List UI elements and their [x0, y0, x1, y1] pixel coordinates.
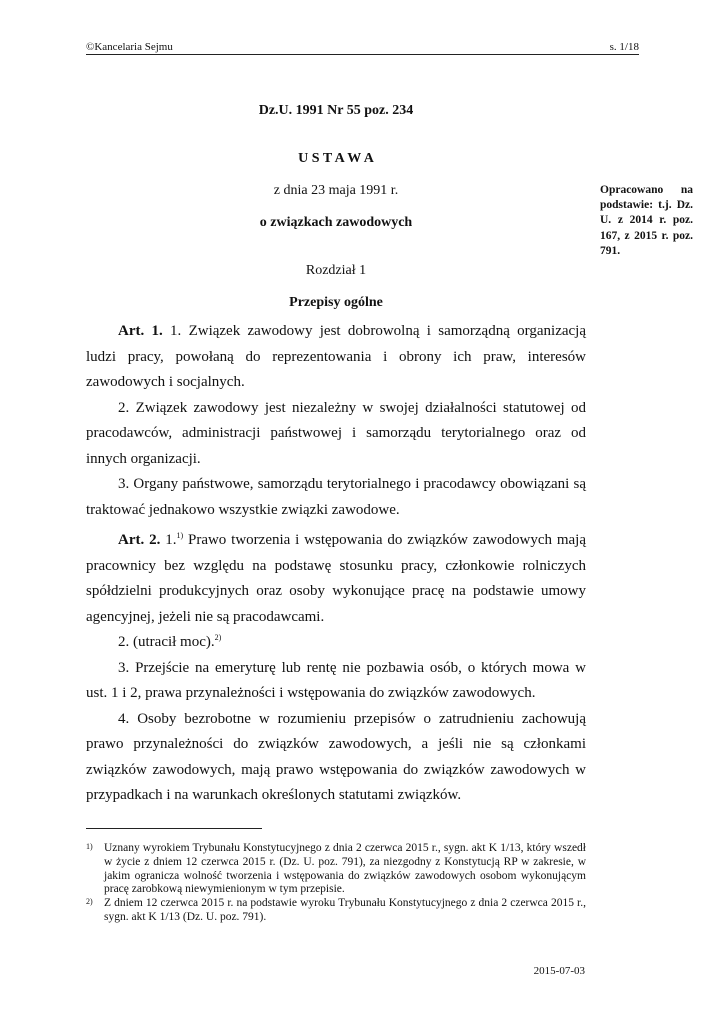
- art2-para4: 4. Osoby bezrobotne w rozumieniu przepisów o zatrudnieniu zachowują prawo przynależności do związków zawodowych, a jeśli nie są członkami związków zawodowych, mają prawo wstępowania do związków zawodowych w przypadkach i na warunkach określonych statutami związków.: [86, 710, 586, 803]
- footnote-number: 1): [86, 842, 93, 851]
- art2-para2: [86, 630, 586, 656]
- art2-para1-number: 1.: [165, 532, 177, 548]
- art2-para1: [86, 528, 586, 630]
- art2-para1-text: Prawo tworzenia i wstępowania do związków zawodowych mają pracownicy bez względu na podstawę stosunku pracy, członkowie rolniczych spółdzielni produkcyjnych oraz osoby wykonujące pracę na podstawie umowy agencyjnej, jeżeli nie są pracodawcami.: [86, 532, 586, 625]
- page-header: [86, 40, 639, 55]
- act-date: z dnia 23 maja 1991 r.: [273, 183, 399, 198]
- art2-para3: 3. Przejście na emeryturę lub rentę nie pozbawia osób, o których mowa w ust. 1 i 2, prawa przynależności i wstępowania do związków zawodowych.: [86, 659, 586, 701]
- footnote-text: Z dniem 12 czerwca 2015 r. na podstawie wyroku Trybunału Konstytucyjnego z dnia 2 czerwca 2015 r., sygn. akt K 1/13 (Dz. U. poz. 791).: [104, 897, 586, 923]
- page-number: s. 1/18: [609, 41, 639, 53]
- footnote-1: [86, 842, 586, 897]
- document-body: [86, 319, 586, 809]
- art2-label: Art. 2.: [118, 532, 161, 548]
- footnote-ref-2: 2): [214, 633, 222, 642]
- act-type-heading: U S T A W A: [298, 151, 374, 166]
- footnote-number: 2): [86, 897, 93, 907]
- footnote-2: [86, 897, 586, 925]
- art1-para1-text: 1. Związek zawodowy jest dobrowolną i samorządną organizacją ludzi pracy, powołaną do reprezentowania i obrony ich praw, interesów zawodowych i socjalnych.: [86, 323, 586, 390]
- footer-date: 2015-07-03: [533, 965, 585, 977]
- journal-reference: Dz.U. 1991 Nr 55 poz. 234: [258, 103, 414, 118]
- art2-para2-text: 2. (utracił moc).: [118, 634, 215, 650]
- art1-para3: 3. Organy państwowe, samorządu terytorialnego i pracodawcy obowiązani są traktować jednakowo wszystkie związki zawodowe.: [86, 476, 586, 518]
- art1-para1: [86, 319, 586, 396]
- footnote-ref-1: 1): [176, 531, 184, 540]
- art1-label: Art. 1.: [118, 323, 163, 339]
- footnote-text: Uznany wyrokiem Trybunału Konstytucyjnego z dnia 2 czerwca 2015 r., sygn. akt K 1/13, który wszedł w życie z dniem 12 czerwca 2015 r. (Dz. U. poz. 791), za niezgodny z Konstytucją RP w zakresie, w jakim ogranicza wolność tworzenia i wstępowania do związków zawodowych osobom wykonującym pracę zarobkową niewymienionym w tym przepisie.: [104, 842, 586, 896]
- publisher-label: ©Kancelaria Sejmu: [86, 41, 173, 53]
- footnote-separator: [86, 828, 262, 829]
- chapter-title: Przepisy ogólne: [289, 295, 383, 310]
- footnotes: [86, 842, 586, 925]
- art1-para2: 2. Związek zawodowy jest niezależny w swojej działalności statutowej od pracodawców, administracji państwowej i samorządu terytorialnego oraz od innych organizacji.: [86, 399, 586, 467]
- chapter-number: Rozdział 1: [305, 263, 367, 278]
- consolidation-note: Opracowano na podstawie: t.j. Dz. U. z 2014 r. poz. 167, z 2015 r. poz. 791.: [600, 184, 693, 257]
- act-subject: o związkach zawodowych: [259, 215, 413, 230]
